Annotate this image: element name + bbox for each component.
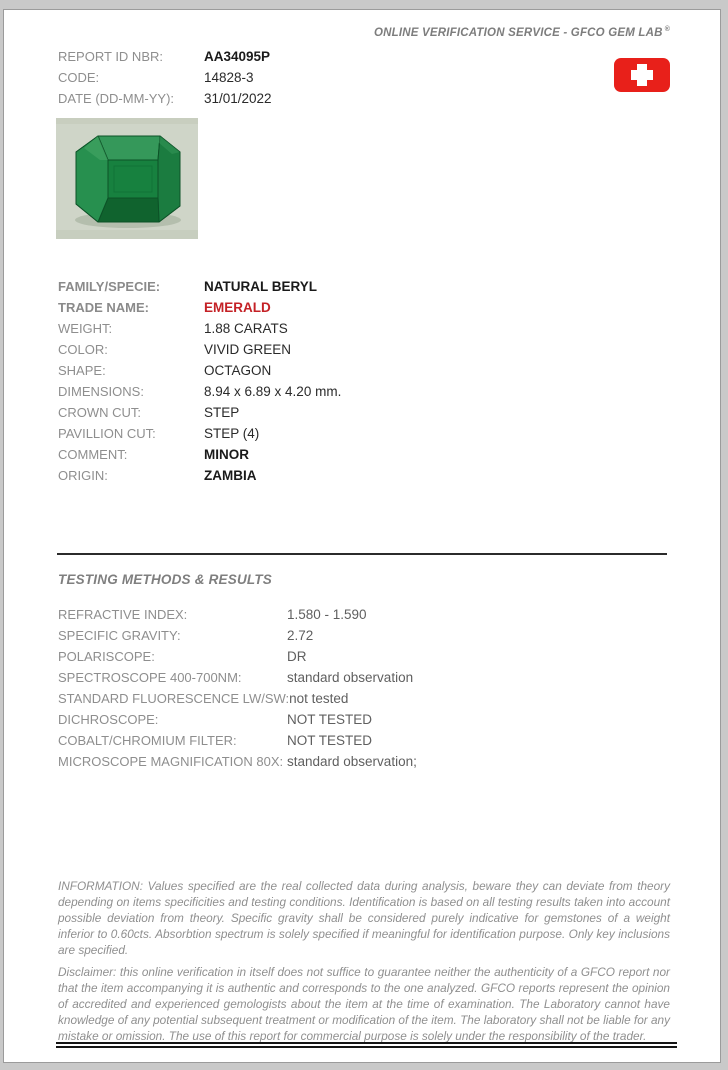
fluorescence-label: STANDARD FLUORESCENCE LW/SW: <box>58 691 290 706</box>
fluorescence-row <box>58 688 417 709</box>
crown-cut-value: STEP <box>204 405 240 420</box>
refractive-index-value: 1.580 - 1.590 <box>287 607 367 622</box>
cobalt-filter-value: NOT TESTED <box>287 733 373 748</box>
gemstone-photo <box>56 118 198 239</box>
date-row <box>58 88 272 109</box>
code-value: 14828-3 <box>204 70 254 85</box>
information-paragraph: INFORMATION: Values specified are the real collected data during analysis, beware they can deviate from theory depending on items specificities and testing conditions. Identification is based on all testing results taken into account possible deviation from theory. Specific gravity shall be considered purely indicative for gemstones of a weight inferior to 0.60cts. Absorbtion spectrum is solely specified if meaningful for identification purpose. Only key inclusions are specified. <box>58 878 670 958</box>
refractive-index-row <box>58 604 417 625</box>
family-specie-value: NATURAL BERYL <box>204 279 317 294</box>
testing-results-block <box>58 604 417 772</box>
emerald-gem-image <box>56 118 198 239</box>
section-divider-line <box>57 553 667 555</box>
microscope-value: standard observation; <box>287 754 417 769</box>
trade-name-label: TRADE NAME: <box>58 300 149 315</box>
color-value: VIVID GREEN <box>204 342 292 357</box>
cobalt-filter-row <box>58 730 417 751</box>
swiss-cross-icon <box>631 70 653 80</box>
report-id-label: REPORT ID NBR: <box>58 49 163 64</box>
microscope-row <box>58 751 417 772</box>
origin-row <box>58 465 341 486</box>
microscope-label: MICROSCOPE MAGNIFICATION 80X: <box>58 754 284 769</box>
trade-name-row <box>58 297 341 318</box>
color-row <box>58 339 341 360</box>
spectroscope-value: standard observation <box>287 670 414 685</box>
origin-value: ZAMBIA <box>204 468 257 483</box>
pavillion-cut-row <box>58 423 341 444</box>
dimensions-value: 8.94 x 6.89 x 4.20 mm. <box>204 384 342 399</box>
shape-label: SHAPE: <box>58 363 106 378</box>
testing-section-title: TESTING METHODS & RESULTS <box>58 572 273 587</box>
family-specie-label: FAMILY/SPECIE: <box>58 279 161 294</box>
service-header <box>374 26 670 39</box>
comment-value: MINOR <box>204 447 249 462</box>
bottom-double-rule <box>56 1042 677 1048</box>
report-id-value: AA34095P <box>204 49 271 64</box>
crown-cut-label: CROWN CUT: <box>58 405 142 420</box>
dichroscope-value: NOT TESTED <box>287 712 373 727</box>
report-id-row <box>58 46 272 67</box>
family-specie-row <box>58 276 341 297</box>
color-label: COLOR: <box>58 342 108 357</box>
polariscope-row <box>58 646 417 667</box>
pavillion-cut-value: STEP (4) <box>204 426 260 441</box>
dichroscope-row <box>58 709 417 730</box>
polariscope-value: DR <box>287 649 307 664</box>
polariscope-label: POLARISCOPE: <box>58 649 155 664</box>
code-row <box>58 67 272 88</box>
service-title: ONLINE VERIFICATION SERVICE - GFCO GEM LAB <box>373 26 663 39</box>
dimensions-label: DIMENSIONS: <box>58 384 144 399</box>
spectroscope-row <box>58 667 417 688</box>
fluorescence-value: not tested <box>289 691 349 706</box>
weight-row <box>58 318 341 339</box>
report-info-block <box>58 46 272 109</box>
specific-gravity-row <box>58 625 417 646</box>
refractive-index-label: REFRACTIVE INDEX: <box>58 607 188 622</box>
swiss-flag-icon <box>614 58 670 92</box>
specific-gravity-label: SPECIFIC GRAVITY: <box>58 628 181 643</box>
pavillion-cut-label: PAVILLION CUT: <box>58 426 156 441</box>
comment-label: COMMENT: <box>58 447 128 462</box>
dimensions-row <box>58 381 341 402</box>
trade-name-value: EMERALD <box>204 300 271 315</box>
dichroscope-label: DICHROSCOPE: <box>58 712 159 727</box>
registered-mark: ® <box>664 26 670 33</box>
cobalt-filter-label: COBALT/CHROMIUM FILTER: <box>58 733 237 748</box>
crown-cut-row <box>58 402 341 423</box>
date-value: 31/01/2022 <box>204 91 272 106</box>
weight-value: 1.88 CARATS <box>204 321 288 336</box>
code-label: CODE: <box>58 70 100 85</box>
shape-value: OCTAGON <box>204 363 272 378</box>
disclaimer-paragraph: Disclaimer: this online verification in itself does not suffice to guarantee neither the authenticity of a GFCO report nor that the item accompanying it is authentic and corresponds to the one analyzed. GFCO reports represent the opinion of accredited and experienced gemologists about the item at the time of examination. The Laboratory cannot have knowledge of any potential subsequent treatment or modification of the item. The laboratory shall not be liable for any mistake or omission. The use of this report for commercial purpose is solely under the responsibility of the trader. <box>58 964 670 1044</box>
identification-block <box>58 276 341 486</box>
weight-label: WEIGHT: <box>58 321 113 336</box>
origin-label: ORIGIN: <box>58 468 108 483</box>
comment-row <box>58 444 341 465</box>
spectroscope-label: SPECTROSCOPE 400-700NM: <box>58 670 242 685</box>
specific-gravity-value: 2.72 <box>287 628 314 643</box>
report-page <box>3 9 721 1063</box>
shape-row <box>58 360 341 381</box>
date-label: DATE (DD-MM-YY): <box>58 91 175 106</box>
